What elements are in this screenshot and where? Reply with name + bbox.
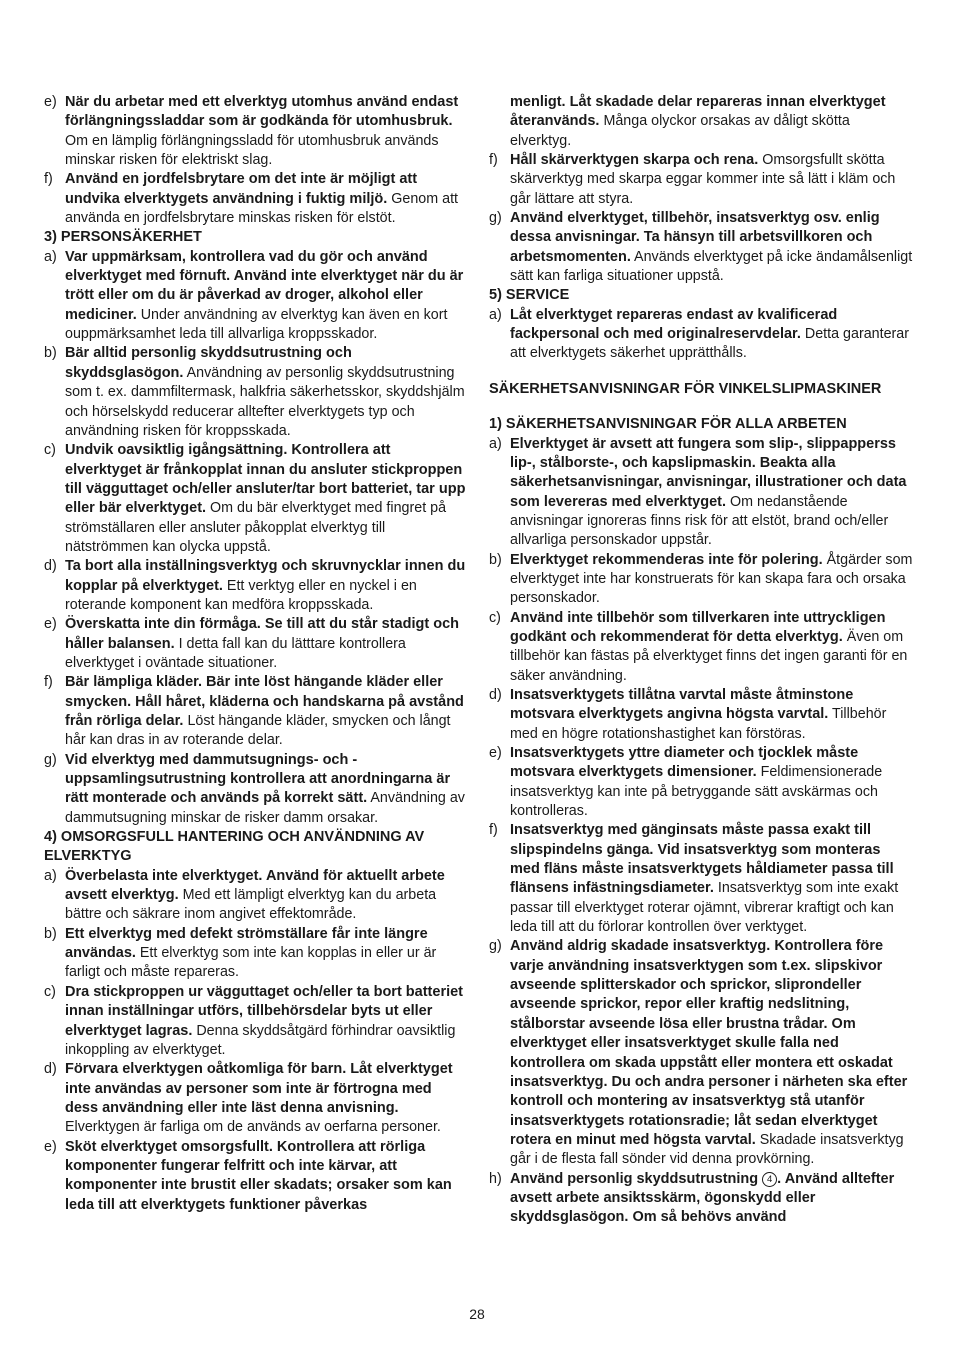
item-label: b) xyxy=(489,551,502,568)
item-text: Om en lämplig förlängningssladd för utomhusbruk används minskar risken för elektriskt slag. xyxy=(65,132,439,169)
item-label: a) xyxy=(489,435,502,452)
item-bold-text: Ta bort alla inställningsverktyg och skruvnycklar innen du kopplar på elverktyget. xyxy=(65,558,466,594)
item-text: Skadade insatsverktyg går i de flesta fall sönder vid denna provkörning. xyxy=(510,1131,904,1168)
item-bold-text: Vid elverktyg med dammutsugnings- och -uppsamlingsutrustning kontrollera att anordningarna är rätt monterade och används på korrekt sätt. xyxy=(65,751,451,807)
item-text: Åtgärder som elverktyget inte har konstruerats för kan skapa fara och orsaka personskador. xyxy=(510,551,913,607)
item-text: Används elverktyget på icke ändamålsenligt sätt kan farliga situationer uppstå. xyxy=(510,248,913,285)
item-label: a) xyxy=(44,867,57,884)
item-text: Även om tillbehör kan fästas på elverktyget finns det ingen garanti för en säker användning. xyxy=(510,628,908,684)
list-item xyxy=(489,306,913,364)
item-text: Under användning av elverktyg kan även en kort ouppmärksamhet leda till allvarliga kroppsskador. xyxy=(65,306,448,343)
right-column xyxy=(489,93,913,1228)
item-bold-text: Förvara elverktygen oåtkomliga för barn. Låt elverktyget inte användas av personer som inte är förtrogna med dess användning eller inte läst denna anvisning. xyxy=(65,1061,453,1116)
item-bold-text: Sköt elverktyget omsorgsfullt. Kontrollera att rörliga komponenter fungerar felfritt och inte kärvar, att komponenter inte brustit eller skadats; orsaker som kan leda till att elverktygets funktioner påverkas xyxy=(65,1138,452,1213)
item-bold-text: Använd inte tillbehör som tillverkaren inte uttryckligen godkänt och rekommenderat för detta elverktyg. xyxy=(510,609,886,645)
item-label: f) xyxy=(489,152,498,169)
item-label: c) xyxy=(44,983,56,1000)
section-heading: 3) PERSONSÄKERHET xyxy=(44,229,202,246)
item-text: Denna skyddsåtgärd förhindrar oavsiktlig inkoppling av elverktyget. xyxy=(65,1022,456,1058)
item-text: Insatsverktyg som inte exakt passar till elverktyget roterar ojämnt, vibrerar kraftigt och kan leda till att du förlorar kontrollen över verktyget. xyxy=(510,880,899,936)
item-text: Om du bär elverktyget med fingret på strömställaren eller ansluter påkopplat elverktyg till nätströmmen kan olycka uppstå. xyxy=(65,500,447,555)
item-text: Med ett lämpligt elverktyg kan du arbeta bättre och säkrare inom angivet effektområde. xyxy=(65,887,437,923)
list-item xyxy=(44,673,466,750)
item-label: e) xyxy=(489,745,502,761)
section-heading: SÄKERHETSANVISNINGAR FÖR VINKELSLIPMASKINER xyxy=(489,380,882,397)
item-label: c) xyxy=(44,442,56,459)
list-item xyxy=(44,1138,466,1215)
item-text: Användning av dammutsugning minskar de risker damm orsakar. xyxy=(65,790,465,826)
item-text: Om nedanstående anvisningar ignoreras finns risk för att elstöt, brand och/eller allvarliga personskador uppstår. xyxy=(510,493,889,549)
figure-ref-icon: 4 xyxy=(762,1172,777,1187)
item-text: Omsorgsfullt skötta skärverktyg med skarpa eggar kommer inte så lätt i kläm och går lättare att styra. xyxy=(510,152,896,207)
item-label: d) xyxy=(44,558,57,575)
item-label: g) xyxy=(489,210,502,227)
list-item xyxy=(44,557,466,615)
section-heading: 5) SERVICE xyxy=(489,287,570,304)
section-spacer xyxy=(489,364,913,380)
item-text: I detta fall kan du lätttare kontrollera elverktyget i oväntade situationer. xyxy=(65,635,406,671)
item-bold-text: Undvik oavsiktlig igångsättning. Kontrollera att elverktyget är frånkopplat innan du ansluter stickproppen till vägguttaget och/eller ansluter/tar bort batteriet, tar upp eller bär elverktyget. xyxy=(65,442,466,517)
item-text: Elverktygen är farliga om de används av oerfarna personer. xyxy=(65,1119,441,1136)
item-bold-text: Insatsverktyg med gänginsats måste passa exakt till slipspindelns gänga. Vid insatsverktyg som monteras med fläns måste insatsverktygets håldiameter passa till flänsens infästningsdiameter. xyxy=(510,822,894,897)
page-number: 28 xyxy=(469,1306,485,1322)
item-bold-text: Insatsverktygets yttre diameter och tjocklek måste motsvara elverktygets dimensioner. xyxy=(510,745,859,781)
item-label: b) xyxy=(44,925,57,942)
list-item xyxy=(44,344,466,441)
item-label: h) xyxy=(489,1170,502,1187)
item-text: Feldimensionerade insatsverktyg kan inte på betryggande sätt avskärmas och kontrolleras. xyxy=(510,764,883,820)
item-bold-text: Låt elverktyget repareras endast av kvalificerad fackpersonal och med originalreservdelar. xyxy=(510,306,838,343)
list-item xyxy=(489,744,913,821)
list-item xyxy=(489,937,913,1169)
item-label: d) xyxy=(489,686,502,703)
item-label: f) xyxy=(44,674,53,691)
list-item xyxy=(44,93,466,170)
item-label: a) xyxy=(44,248,57,265)
item-bold-text: Dra stickproppen ur vägguttaget och/eller ta bort batteriet innan inställningar utförs, tillbehörsdelar byts ut eller elverktyget lagras. xyxy=(65,983,464,1039)
item-label: a) xyxy=(489,306,502,323)
item-bold-text: Håll skärverktygen skarpa och rena. xyxy=(510,152,759,169)
list-item xyxy=(489,93,913,151)
item-bold-text: Överskatta inte din förmåga. Se till att du står stadigt och håller balansen. xyxy=(65,616,459,652)
section-heading: 1) SÄKERHETSANVISNINGAR FÖR ALLA ARBETEN xyxy=(489,416,847,433)
item-bold-text: Använd aldrig skadade insatsverktyg. Kontrollera före varje användning insatsverktygen som t.ex. slipskivor avseende splitterskador och sprickor, sliprondeller avseende sprickor, repor eller kraftig nedslitning, stålborstar avseende lösa eller brustna trådar. Om elverktyget eller insatsverktyget skulle falla ned kontrollera om skada uppstått eller montera ett oskadat insatsverktyg. Du och andra personer i närheten ska efter kontroll och montering av insatsverktyg stå utanför insatsverktygets rotationsradie; låt sedan elverktyget rotera en minut med högsta varvtal. xyxy=(510,938,908,1148)
item-label: f) xyxy=(44,171,53,188)
item-bold-text: Elverktyget är avsett att fungera som slip-, slippapperss lip-, stålborste-, och kapslipmaskin. Beakta alla säkerhetsanvisningar, anvisningar, illustrationer och data som levereras med elverktyget. xyxy=(510,435,907,510)
item-bold-text: Ett elverktyg med defekt strömställare får inte längre användas. xyxy=(65,925,428,962)
list-item xyxy=(44,170,466,228)
list-item xyxy=(44,925,466,983)
list-item xyxy=(489,435,913,551)
item-label: g) xyxy=(44,751,57,768)
item-bold-text: Elverktyget rekommenderas inte för polering. xyxy=(510,551,823,568)
item-bold-text: Använd en jordfelsbrytare om det inte är möjligt att undvika elverktygets användning i fuktig miljö. xyxy=(65,171,418,207)
list-item xyxy=(489,686,913,744)
item-label: g) xyxy=(489,938,502,955)
section-heading: 4) OMSORGSFULL HANTERING OCH ANVÄNDNING AV ELVERKTYG xyxy=(44,829,425,865)
item-label: c) xyxy=(489,609,501,626)
list-item xyxy=(44,983,466,1060)
item-text: Löst hängande kläder, smycken och långt hår kan dras in av roterande delar. xyxy=(65,713,451,749)
item-bold-text: Var uppmärksam, kontrollera vad du gör och använd elverktyget med förnuft. Använd inte elverktyget när du är trött eller om du är påverkad av droger, alkohol eller mediciner. xyxy=(65,248,464,323)
item-label: e) xyxy=(44,616,57,633)
item-label: e) xyxy=(44,94,57,110)
item-bold-text: Använd personlig skyddsutrustning xyxy=(510,1170,763,1187)
item-bold-text: Använd elverktyget, tillbehör, insatsverktyg osv. enlig dessa anvisningar. Ta hänsyn till arbetsvillkoren och arbetsmomenten. xyxy=(510,210,880,265)
item-bold-text: Insatsverktygets tillåtna varvtal måste åtminstone motsvara elverktygets angivna högsta varvtal. xyxy=(510,686,854,723)
item-text: Ett elverktyg som inte kan kopplas in eller ur är farligt och måste repareras. xyxy=(65,945,437,981)
list-item xyxy=(489,1170,913,1228)
item-label: d) xyxy=(44,1061,57,1078)
item-text: Detta garanterar att elverktygets säkerhet upprätthålls. xyxy=(510,326,910,362)
item-bold-text: När du arbetar med ett elverktyg utomhus använd endast förlängningssladdar som är godkända för utomhusbruk. xyxy=(65,94,459,130)
list-item xyxy=(44,615,466,673)
item-bold-text: . Använd alltefter avsett arbete ansiktsskärm, ögonskydd eller skyddsglasögon. Om så behövs använd xyxy=(510,1170,895,1226)
list-item xyxy=(489,551,913,609)
section-spacer xyxy=(489,399,913,415)
item-bold-text: Bär alltid personlig skyddsutrustning och skyddsglasögon. xyxy=(65,345,352,381)
list-item xyxy=(489,609,913,686)
item-bold-text: Bär lämpliga kläder. Bär inte löst hängande kläder eller smycken. Håll håret, kläderna och handskarna på avstånd från rörliga delar. xyxy=(65,674,464,729)
item-text: Ett verktyg eller en nyckel i en roterande komponent kan medföra kroppsskada. xyxy=(65,577,417,613)
list-item xyxy=(44,867,466,925)
list-item xyxy=(489,821,913,937)
list-item xyxy=(44,441,466,557)
list-item xyxy=(44,248,466,345)
item-bold-text: Överbelasta inte elverktyget. Använd för aktuellt arbete avsett elverktyg. xyxy=(65,867,445,904)
item-label: e) xyxy=(44,1138,57,1155)
list-item xyxy=(44,751,466,828)
item-text: Genom att använda en jordfelsbrytare minskas risken för elstöt. xyxy=(65,190,459,227)
item-label: b) xyxy=(44,345,57,362)
item-bold-text: menligt. Låt skadade delar repareras innan elverktyget återanvänds. xyxy=(510,94,886,130)
left-column xyxy=(44,93,466,1215)
item-text: Tillbehör med en högre rotationshastighet kan förstöras. xyxy=(510,706,887,742)
item-text: Många olyckor orsakas av dåligt skötta elverktyg. xyxy=(510,113,850,149)
list-item xyxy=(489,209,913,286)
list-item xyxy=(44,1060,466,1137)
item-text: Användning av personlig skyddsutrustning som t. ex. dammfiltermask, halkfria säkerhetsskor, skyddshjälm och hörselskydd reducerar alltefter elverktygets typ och användning risken för kroppsskada. xyxy=(65,364,465,439)
list-item xyxy=(489,151,913,209)
item-label: f) xyxy=(489,822,498,839)
